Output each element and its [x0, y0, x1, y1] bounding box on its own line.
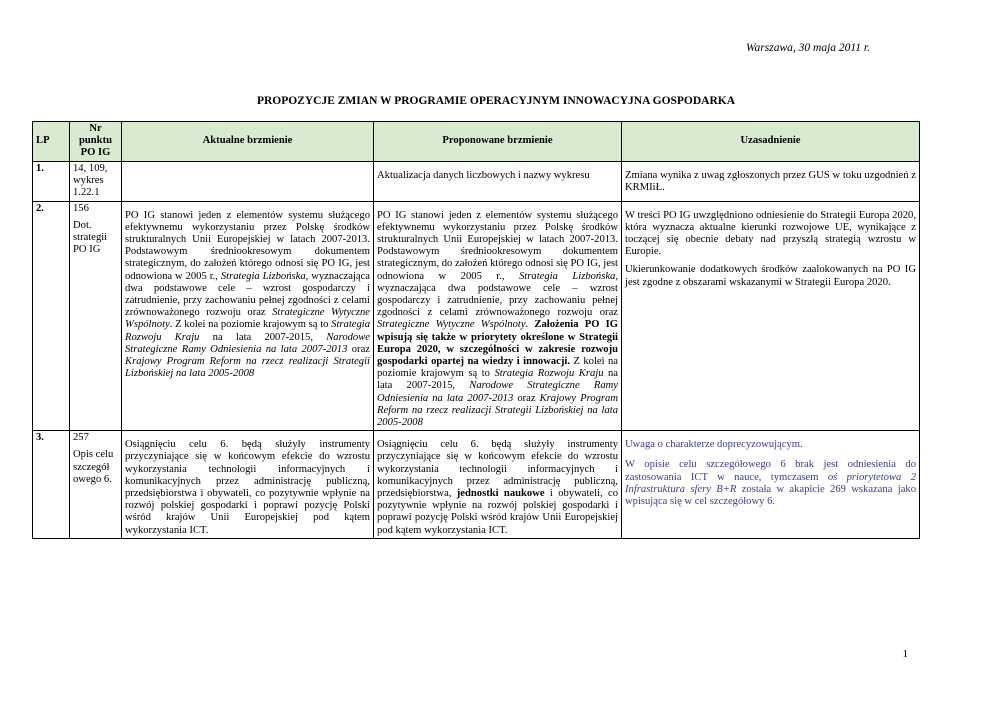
justification-paragraph: W treści PO IG uwzględniono odniesienie do Strategii Europa 2020, która wyznacza aktualne kierunki rozwojowe UE, wynikające z toczącej się obecnie debaty nad przyszłą strategią wzrostu w Europie.: [625, 209, 916, 258]
row-proposed: Osiągnięciu celu 6. będą służyły instrumenty przyczyniające się w końcowym efekcie do wzrostu wykorzystania technologii informacyjnych i komunikacyjnych przez administrację publiczną, przedsiębiorstwa, jednostki naukowe i obywateli, co pozytywnie wpłynie na rozwój polskiej gospodarki i poprawi pozycję Polski wśród krajów Unii Europejskiej pod kątem wykorzystania ICT.: [374, 431, 622, 539]
header-current: Aktualne brzmienie: [122, 122, 374, 162]
row-nr-note: Opis celu szczegół owego 6.: [73, 449, 114, 485]
table-row: [33, 161, 920, 201]
row-nr-value: 257: [73, 432, 89, 444]
justification-paragraph: W opisie celu szczegółowego 6 brak jest odniesienia do zastosowania ICT w nauce, tymczasem oś priorytetowa 2 Infrastruktura sfery B+R została w akapicie 269 wskazana jako wpisująca się w cel szczegółowy 6.: [625, 459, 917, 508]
table-row: [33, 431, 920, 539]
row-nr-value: 156: [73, 202, 89, 214]
header-nr: Nr punktu PO IG: [70, 122, 122, 162]
row-justification: [622, 201, 920, 431]
justification-paragraph: Ukierunkowanie dodatkowych środków zaalokowanych na PO IG jest zgodne z obszarami wskazanymi w Strategii Europa 2020.: [625, 264, 916, 288]
table-row: [33, 201, 920, 431]
row-nr: [70, 201, 122, 431]
row-current: Osiągnięciu celu 6. będą służyły instrumenty przyczyniające się w końcowym efekcie do wzrostu wykorzystania technologii informacyjnych i komunikacyjnych przez administrację publiczną, przedsiębiorstwa i obywateli, co pozytywnie wpłynie na rozwój polskiej gospodarki i poprawi pozycję Polski wśród krajów Unii Europejskiej pod kątem wykorzystania ICT.: [122, 431, 374, 539]
row-lp: 2.: [33, 201, 70, 431]
row-nr: [70, 431, 122, 539]
highlighted-addition: Założenia PO IG wpisują się także w priorytety określone w Strategii Europa 2020, w szczególności w zakresie rozwoju gospodarki opartej na wiedzy i innowacji.: [377, 319, 619, 368]
row-justification: Zmiana wynika z uwag zgłoszonych przez GUS w toku uzgodnień z KRMIiŁ.: [622, 161, 920, 201]
row-current: PO IG stanowi jeden z elementów systemu służącego efektywnemu wykorzystaniu przez Polskę środków strukturalnych Unii Europejskiej w latach 2007-2013. Podstawowym średniookresowym dokumentem strategicznym, do założeń którego odnosi się PO IG, jest odnowiona w 2005 r., Strategia Lizbońska, wyznaczająca dwa podstawowe cele – wzrost gospodarczy i zatrudnienie, przy zachowaniu pełnej zgodności z celami zrównoważonego rozwoju oraz Strategiczne Wytyczne Wspólnoty. Z kolei na poziomie krajowym są to Strategia Rozwoju Kraju na lata 2007-2015, Narodowe Strategiczne Ramy Odniesienia na lata 2007-2013 oraz Krajowy Program Reform na rzecz realizacji Strategii Lizbońskiej na lata 2005-2008: [122, 201, 374, 431]
justification-paragraph: Uwaga o charakterze doprecyzowującym.: [625, 439, 803, 451]
document-title: PROPOZYCJE ZMIAN W PROGRAMIE OPERACYJNYM INNOWACYJNA GOSPODARKA: [256, 95, 736, 107]
row-lp: 3.: [33, 431, 70, 539]
row-lp: 1.: [33, 161, 70, 201]
header-proposed: Proponowane brzmienie: [374, 122, 622, 162]
header-justification: Uzasadnienie: [622, 122, 920, 162]
row-current: [122, 161, 374, 201]
row-justification: [622, 431, 920, 539]
changes-table: [32, 121, 920, 539]
row-nr: 14, 109, wykres 1.22.1: [70, 161, 122, 201]
row-nr-note: Dot. strategii PO IG: [73, 219, 108, 256]
row-proposed: Aktualizacja danych liczbowych i nazwy wykresu: [374, 161, 622, 201]
row-proposed: PO IG stanowi jeden z elementów systemu służącego efektywnemu wykorzystaniu przez Polskę środków strukturalnych Unii Europejskiej w latach 2007-2013. Podstawowym średniookresowym dokumentem strategicznym, do założeń którego odnosi się PO IG, jest odnowiona w 2005 r., Strategia Lizbońska, wyznaczająca dwa podstawowe cele – wzrost gospodarczy i zatrudnienie, przy zachowaniu pełnej zgodności z celami zrównoważonego rozwoju oraz Strategiczne Wytyczne Wspólnoty. Założenia PO IG wpisują się także w priorytety określone w Strategii Europa 2020, w szczególności w zakresie rozwoju gospodarki opartej na wiedzy i innowacji. Z kolei na poziomie krajowym są to Strategia Rozwoju Kraju na lata 2007-2015, Narodowe Strategiczne Ramy Odniesienia na lata 2007-2013 oraz Krajowy Program Reform na rzecz realizacji Strategii Lizbońskiej na lata 2005-2008: [374, 201, 622, 431]
table-header-row: [33, 122, 920, 162]
page-number: 1: [902, 648, 908, 660]
header-lp: LP: [33, 122, 70, 162]
highlighted-addition: jednostki naukowe: [456, 488, 545, 500]
document-date: Warszawa, 30 maja 2011 r.: [746, 42, 870, 54]
